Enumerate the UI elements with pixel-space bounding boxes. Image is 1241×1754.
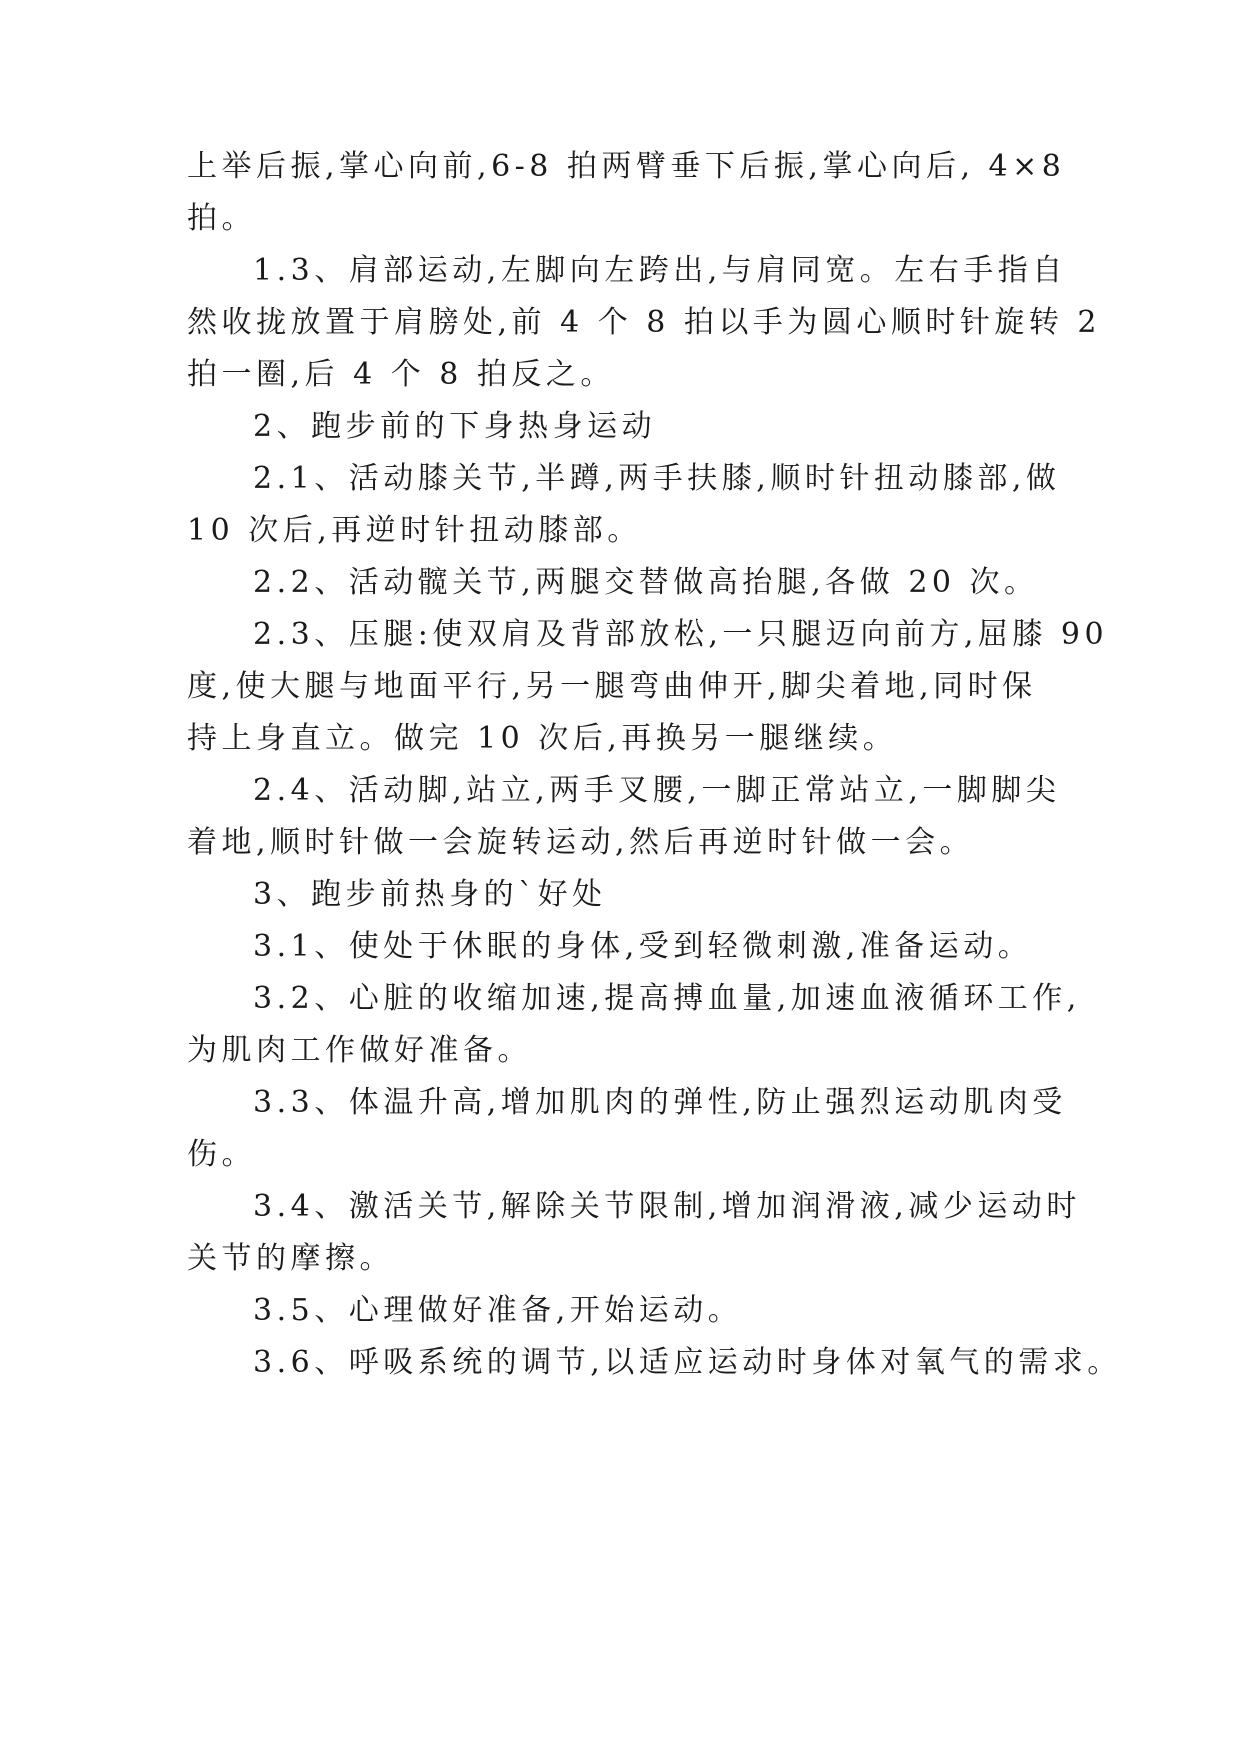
text-line: 着地,顺时针做一会旋转运动,然后再逆时针做一会。 [187,825,975,860]
paragraph-heading: 3.6、呼吸系统的调节,以适应运动时身体对氧气的需求。 [253,1345,1122,1380]
paragraph-heading: 2.2、活动髋关节,两腿交替做高抬腿,各做 20 次。 [253,565,1039,600]
section-heading: 2、跑步前的下身热身运动 [253,409,657,444]
text-line: 10 次后,再逆时针扭动膝部。 [187,513,642,548]
text-line: 上举后振,掌心向前,6-8 拍两臂垂下后振,掌心向后, 4×8 [187,149,1066,184]
paragraph-heading: 3.2、心脏的收缩加速,提高搏血量,加速血液循环工作, [253,981,1081,1016]
paragraph-heading: 3.4、激活关节,解除关节限制,增加润滑液,减少运动时 [253,1189,1081,1224]
text-line: 为肌肉工作做好准备。 [187,1033,532,1068]
paragraph-heading: 2.3、压腿:使双肩及背部放松,一只腿迈向前方,屈膝 90 [253,617,1109,652]
text-line: 持上身直立。做完 10 次后,再换另一腿继续。 [187,721,898,756]
section-heading: 3、跑步前热身的`好处 [253,877,607,912]
text-line: 拍一圈,后 4 个 8 拍反之。 [187,357,615,392]
paragraph-heading: 3.1、使处于休眠的身体,受到轻微刺激,准备运动。 [253,929,1033,964]
paragraph-heading: 3.3、体温升高,增加肌肉的弹性,防止强烈运动肌肉受 [253,1085,1067,1120]
text-line: 关节的摩擦。 [187,1241,394,1276]
paragraph-heading: 2.1、活动膝关节,半蹲,两手扶膝,顺时针扭动膝部,做 [253,461,1061,496]
paragraph-heading: 2.4、活动脚,站立,两手叉腰,一脚正常站立,一脚脚尖 [253,773,1061,808]
text-line: 度,使大腿与地面平行,另一腿弯曲伸开,脚尖着地,同时保 [187,669,1037,704]
text-line: 伤。 [187,1137,256,1172]
paragraph-heading: 1.3、肩部运动,左脚向左跨出,与肩同宽。左右手指自 [253,253,1067,288]
text-line: 然收拢放置于肩膀处,前 4 个 8 拍以手为圆心顺时针旋转 2 [187,305,1101,340]
text-line: 拍。 [187,201,256,236]
paragraph-heading: 3.5、心理做好准备,开始运动。 [253,1293,743,1328]
